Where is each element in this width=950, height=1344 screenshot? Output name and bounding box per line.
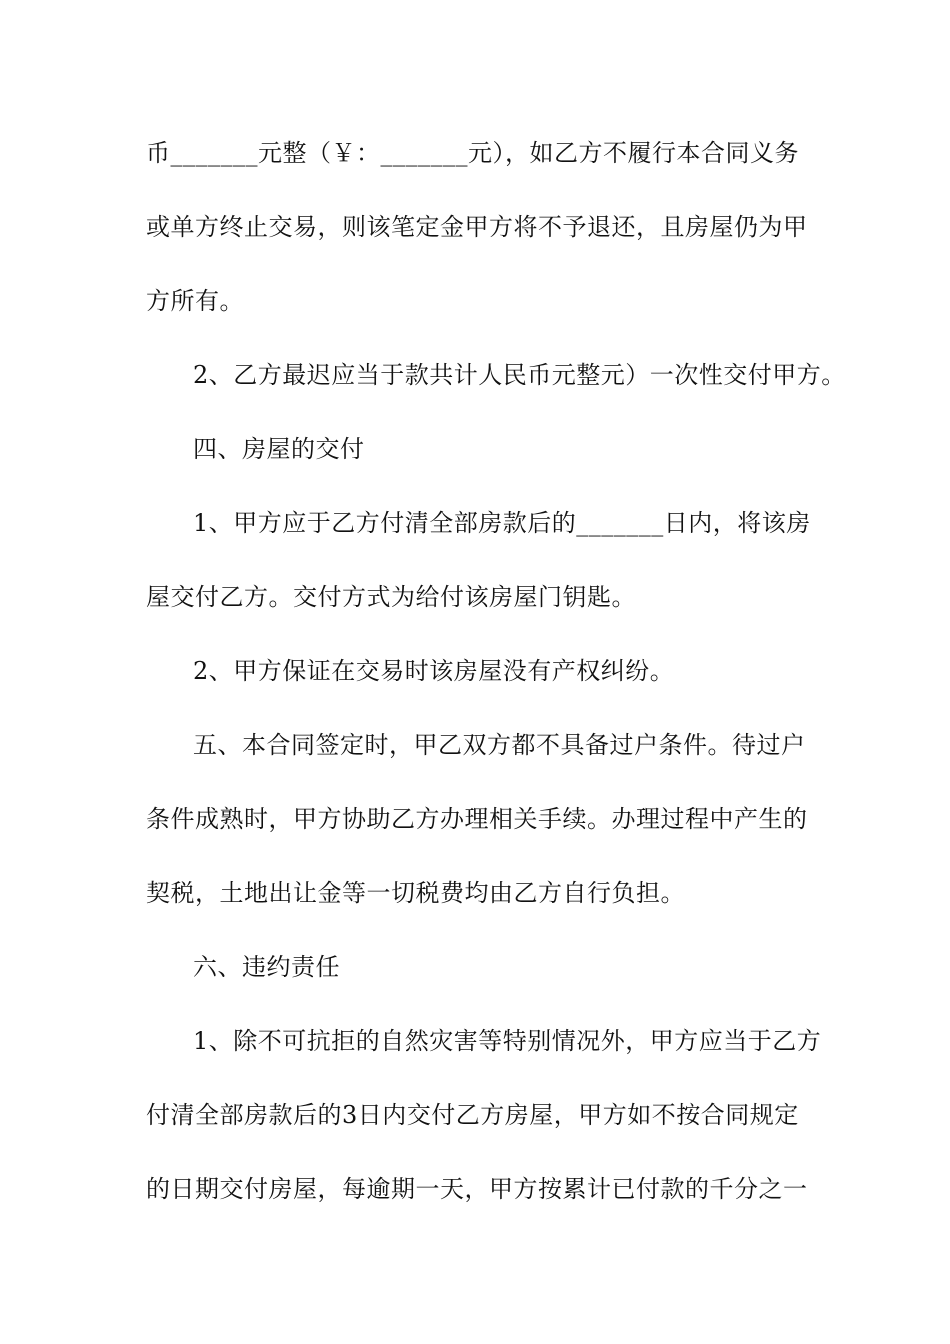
- text-line-7: 屋交付乙方。交付方式为给付该房屋门钥匙。: [146, 583, 636, 611]
- text-line-2: 或单方终止交易，则该笔定金甲方将不予退还，且房屋仍为甲: [146, 213, 808, 241]
- text-line-14: 付清全部房款后的3日内交付乙方房屋，甲方如不按合同规定: [146, 1101, 799, 1129]
- text-line-1: 币_______元整（￥：_______元），如乙方不履行本合同义务: [146, 139, 799, 167]
- text-line-4: 2、乙方最迟应当于款共计人民币元整元）一次性交付甲方。: [193, 361, 846, 389]
- text-line-8: 2、甲方保证在交易时该房屋没有产权纠纷。: [193, 657, 675, 685]
- text-line-3: 方所有。: [146, 287, 244, 315]
- text-line-6: 1、甲方应于乙方付清全部房款后的_______日内，将该房: [193, 509, 811, 537]
- text-line-11: 契税，土地出让金等一切税费均由乙方自行负担。: [146, 879, 685, 907]
- text-line-15: 的日期交付房屋，每逾期一天，甲方按累计已付款的千分之一: [146, 1175, 808, 1203]
- section-heading-4: 四、房屋的交付: [193, 435, 365, 463]
- section-heading-6: 六、违约责任: [193, 953, 340, 981]
- text-line-10: 条件成熟时，甲方协助乙方办理相关手续。办理过程中产生的: [146, 805, 808, 833]
- text-line-13: 1、除不可抗拒的自然灾害等特别情况外，甲方应当于乙方: [193, 1027, 822, 1055]
- text-line-9: 五、本合同签定时，甲乙双方都不具备过户条件。待过户: [193, 731, 806, 759]
